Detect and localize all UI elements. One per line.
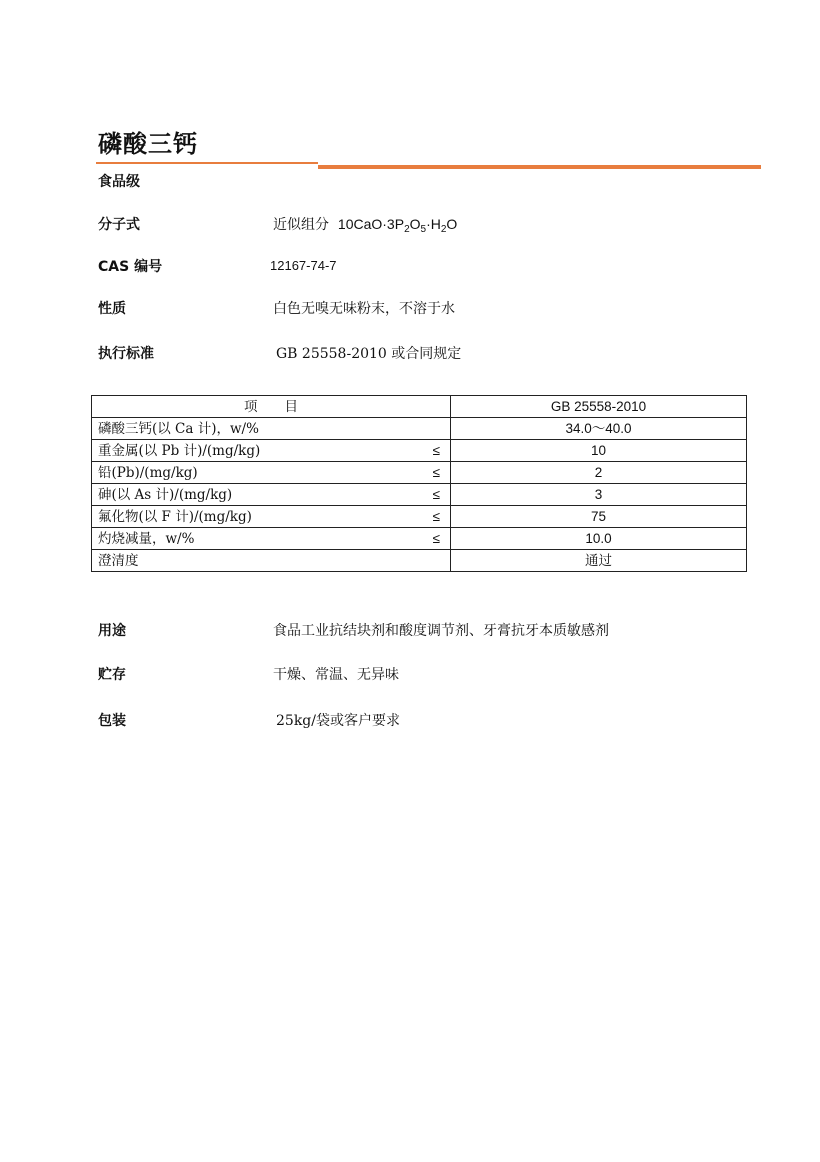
row-operator: ≤ (432, 508, 440, 524)
row-value: 34.0～40.0 (451, 418, 747, 440)
row-value: 2 (451, 462, 747, 484)
grade-label: 食品级 (98, 174, 140, 190)
spec-table (91, 395, 747, 572)
table-header-row (92, 396, 747, 418)
header-rule-thin (96, 162, 318, 164)
storage-label: 贮存 (98, 667, 126, 683)
row-item: 砷(以 As 计)/(mg/kg) (98, 486, 233, 503)
row-item: 磷酸三钙(以 Ca 计)，w/% (98, 420, 259, 437)
document-title: 磷酸三钙 (98, 130, 198, 158)
chemical-formula: $10CaO\cdot 3P_2O_5\cdot H_2O$ (337, 216, 458, 235)
usage-label: 用途 (98, 623, 126, 639)
row-item: 澄清度 (98, 552, 139, 569)
row-item: 铅(Pb)/(mg/kg) (98, 464, 198, 481)
standard-label: 执行标准 (98, 346, 154, 362)
usage-value: 食品工业抗结块剂和酸度调节剂、牙膏抗牙本质敏感剂 (273, 623, 609, 639)
packaging-value: 25kg/袋或客户要求 (276, 713, 400, 729)
header-standard: GB 25558-2010 (451, 396, 747, 418)
packaging-label: 包装 (98, 713, 126, 729)
row-operator: ≤ (432, 442, 440, 458)
formula-value (273, 214, 457, 234)
table-row (92, 440, 747, 462)
table-row (92, 506, 747, 528)
formula-prefix: 近似组分 (273, 217, 329, 233)
table-row (92, 462, 747, 484)
formula-label: 分子式 (98, 217, 140, 233)
row-value: 通过 (451, 550, 747, 572)
row-item: 重金属(以 Pb 计)/(mg/kg) (98, 442, 261, 459)
row-value: 75 (451, 506, 747, 528)
header-item: 项 目 (92, 396, 451, 418)
table-row (92, 550, 747, 572)
row-operator: ≤ (432, 464, 440, 480)
header-rule-thick (318, 165, 761, 169)
row-value: 10 (451, 440, 747, 462)
storage-value: 干燥、常温、无异味 (273, 667, 399, 683)
table-row (92, 484, 747, 506)
row-operator: ≤ (432, 530, 440, 546)
row-item: 氟化物(以 F 计)/(mg/kg) (98, 508, 252, 525)
table-row (92, 528, 747, 550)
standard-value: GB 25558-2010 或合同规定 (276, 346, 462, 362)
row-item: 灼烧减量，w/% (98, 530, 195, 547)
property-label: 性质 (98, 301, 126, 317)
property-value: 白色无嗅无味粉末，不溶于水 (273, 301, 455, 317)
row-value: 3 (451, 484, 747, 506)
table-row (92, 418, 747, 440)
cas-value: 12167-74-7 (270, 258, 337, 273)
row-value: 10.0 (451, 528, 747, 550)
cas-label: CAS 编号 (98, 259, 163, 275)
row-operator: ≤ (432, 486, 440, 502)
